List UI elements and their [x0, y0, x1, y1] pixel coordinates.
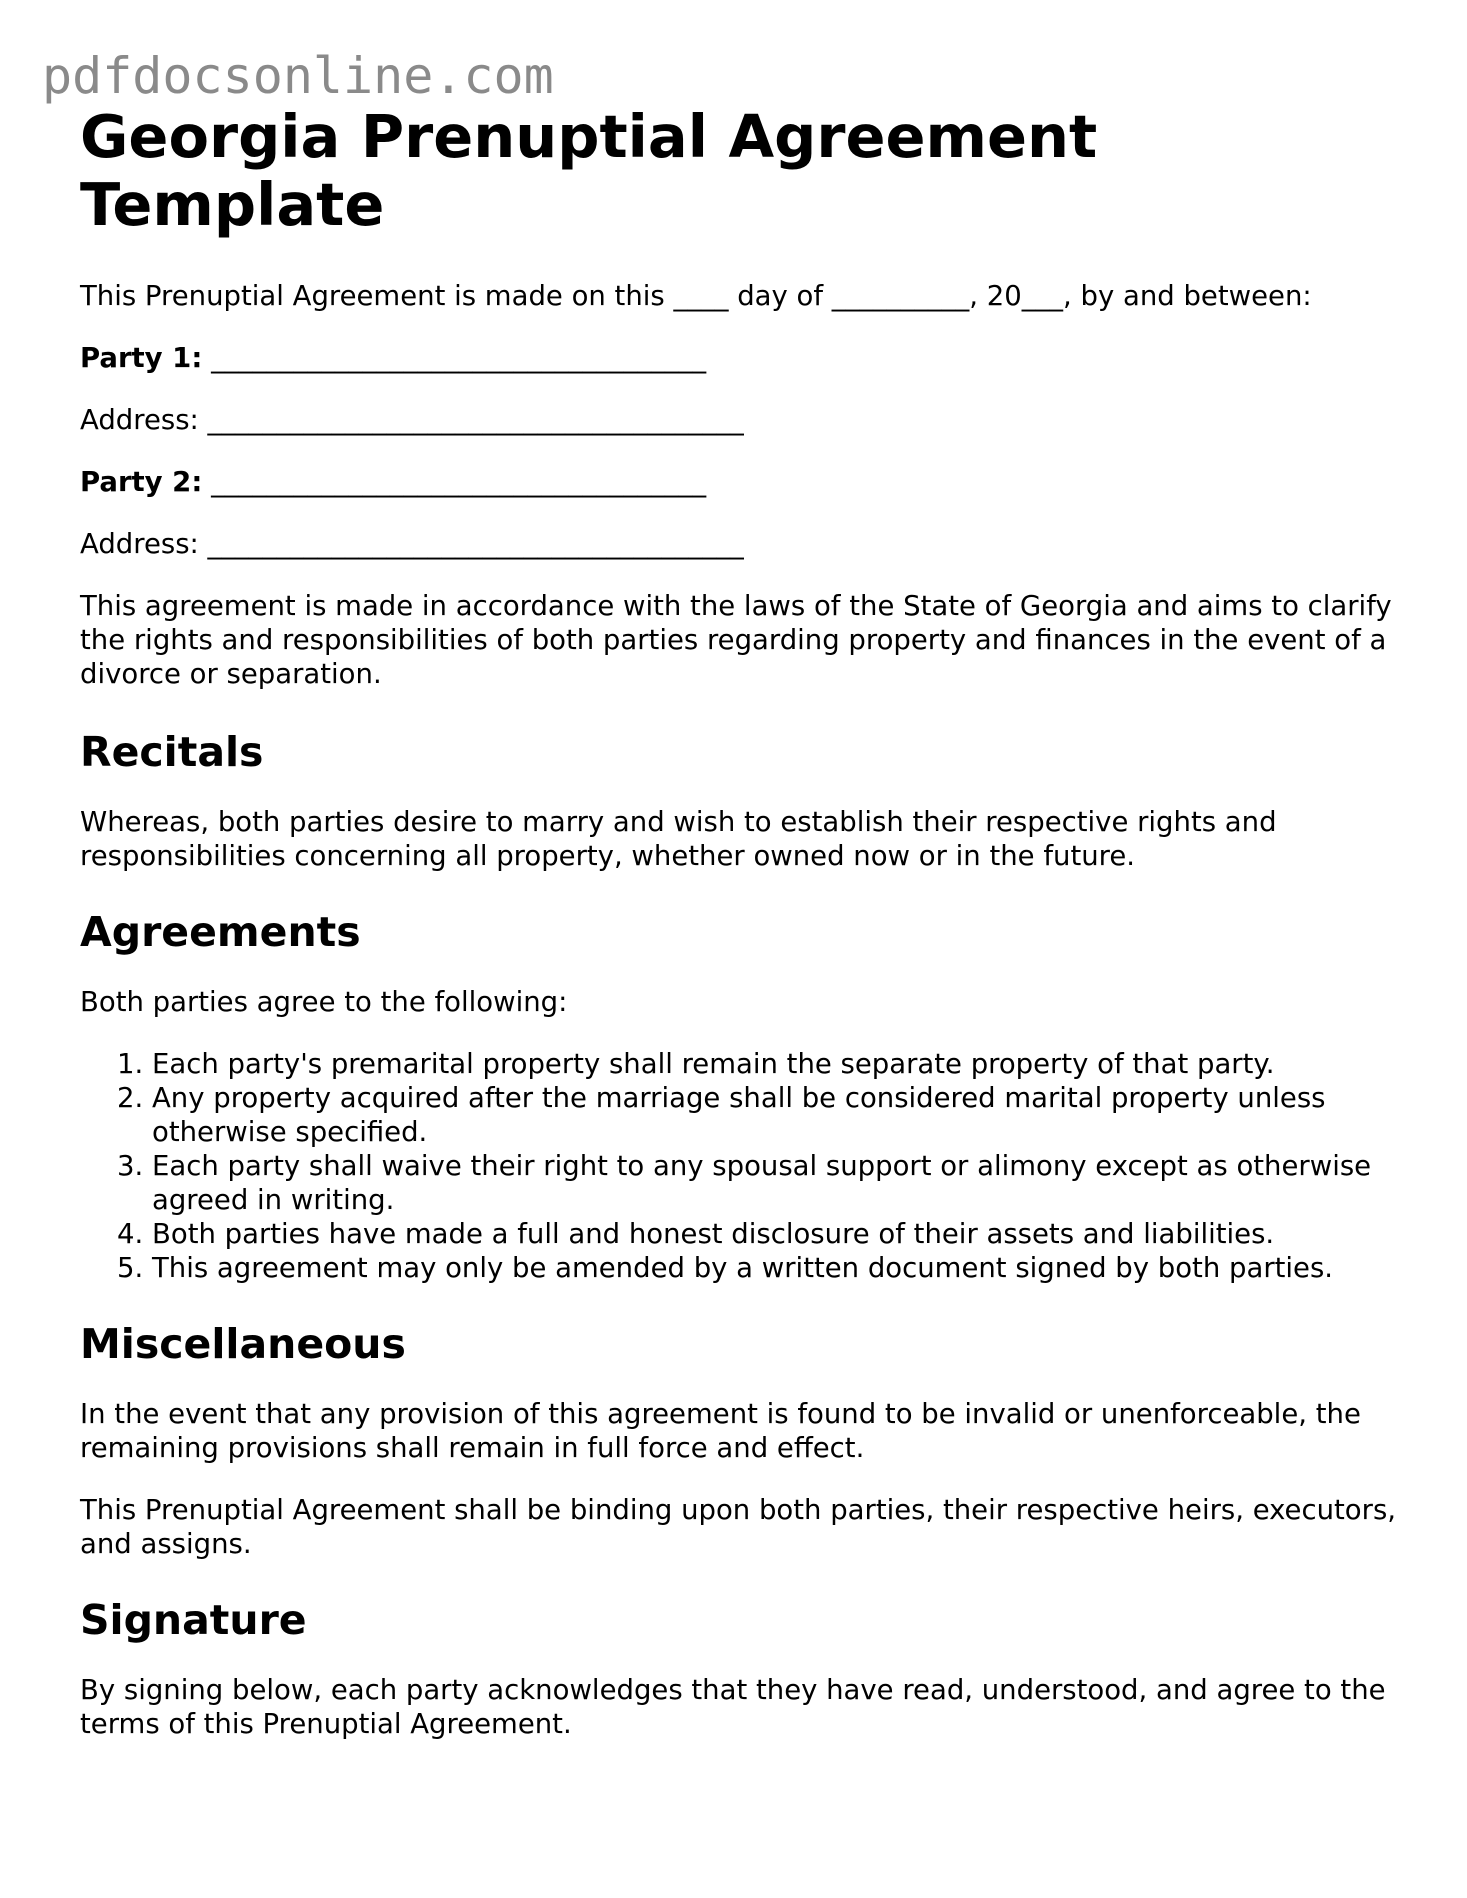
signature-text: By signing below, each party acknowledges that they have read, understood, and agree to the terms of this Prenuptial Agreement.: [80, 1674, 1386, 1740]
party-1-address-field: [80, 403, 1400, 437]
agreements-list: [80, 1047, 1400, 1285]
miscellaneous-paragraph-2: This Prenuptial Agreement shall be binding upon both parties, their respective heirs, executors, and assigns.: [80, 1494, 1397, 1560]
agreements-lead: Both parties agree to the following:: [80, 986, 568, 1018]
party-2-label: Party 2:: [80, 466, 203, 498]
purpose-paragraph: This agreement is made in accordance with the laws of the State of Georgia and aims to clarify the rights and responsibilities of both parties regarding property and finances in the event of a divorce or separation.: [80, 590, 1392, 690]
party-2-address-blank: _______________________________________: [207, 528, 744, 560]
list-item: 2. Any property acquired after the marriage shall be considered marital property unless otherwise specified.: [152, 1081, 1400, 1149]
party-2-field: [80, 465, 1400, 499]
agreements-heading: Agreements: [80, 908, 361, 956]
party-2-blank: ____________________________________: [211, 466, 707, 498]
document-body: [80, 103, 1400, 1741]
signature-heading: Signature: [80, 1596, 307, 1644]
party-2-address-label: Address:: [80, 528, 199, 560]
watermark: pdfdocsonline.com: [42, 47, 554, 105]
miscellaneous-heading: Miscellaneous: [80, 1320, 406, 1368]
party-1-field: [80, 341, 1400, 375]
list-item: 3. Each party shall waive their right to any spousal support or alimony except as otherwise agreed in writing.: [152, 1149, 1400, 1217]
intro-line: This Prenuptial Agreement is made on this ____ day of __________, 20___, by and between:: [80, 280, 1312, 312]
recitals-text: Whereas, both parties desire to marry and wish to establish their respective rights and responsibilities concerning all property, whether owned now or in the future.: [80, 806, 1277, 872]
list-item: 1. Each party's premarital property shall remain the separate property of that party.: [152, 1047, 1400, 1081]
document-title: Georgia Prenuptial Agreement Template: [80, 102, 1098, 239]
list-item: 4. Both parties have made a full and honest disclosure of their assets and liabilities.: [152, 1217, 1400, 1251]
party-2-address-field: [80, 527, 1400, 561]
party-1-label: Party 1:: [80, 342, 203, 374]
party-1-address-blank: _______________________________________: [207, 404, 744, 436]
party-1-address-label: Address:: [80, 404, 199, 436]
list-item: 5. This agreement may only be amended by a written document signed by both parties.: [152, 1251, 1400, 1285]
miscellaneous-paragraph-1: In the event that any provision of this agreement is found to be invalid or unenforceable, the remaining provisions shall remain in full force and effect.: [80, 1398, 1361, 1464]
recitals-heading: Recitals: [80, 728, 264, 776]
party-1-blank: ____________________________________: [211, 342, 707, 374]
